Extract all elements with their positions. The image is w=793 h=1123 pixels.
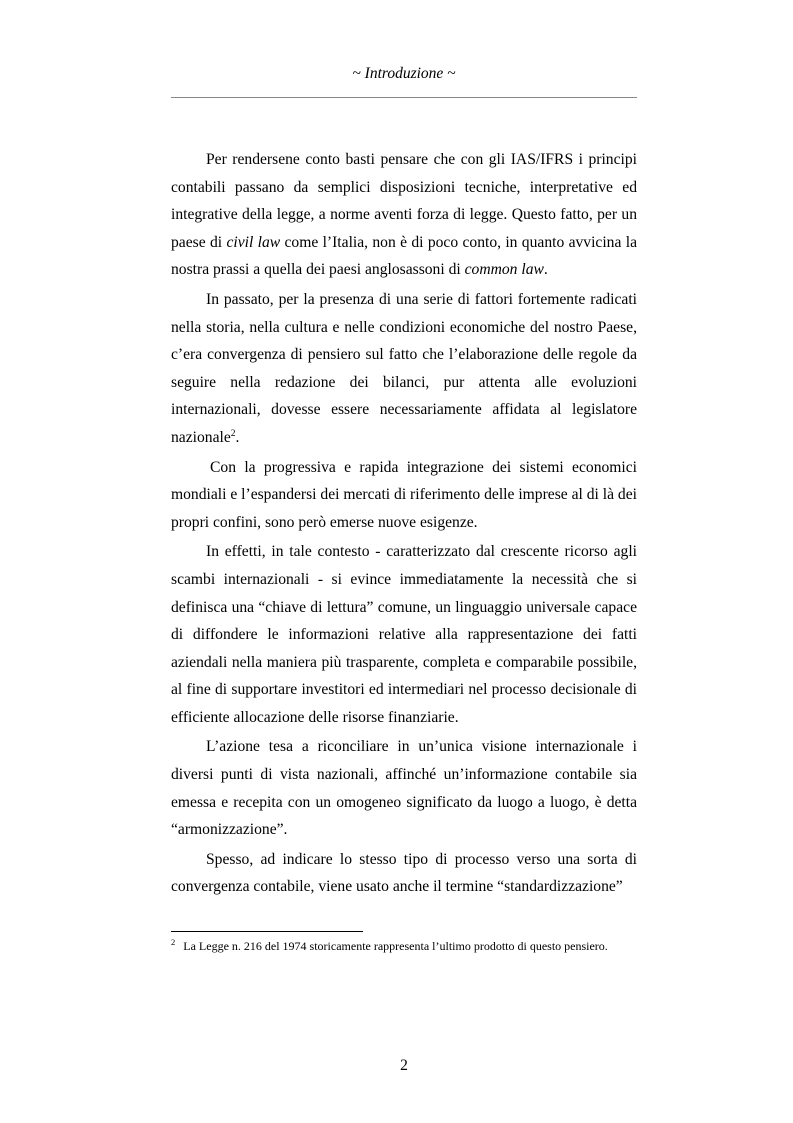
text-run: In effetti, in tale contesto - caratterizzato dal crescente ricorso agli scambi internazionali - si evince immediatamente la necessità che si definisca una “chiave di lettura” comune, un linguaggio universale capace di diffondere le informazioni relative alla rappresentazione dei fatti aziendali nella maniera più trasparente, completa e comparabile possibile, al fine di supportare investitori ed intermediari nel processo decisionale di efficiente allocazione delle risorse finanziarie. bbox=[171, 543, 637, 726]
paragraph bbox=[171, 286, 637, 452]
footnote-divider bbox=[171, 931, 363, 932]
text-run: Con la progressiva e rapida integrazione dei sistemi economici mondiali e l’espandersi dei mercati di riferimento delle imprese al di là dei propri confini, sono però emerse nuove esigenze. bbox=[171, 458, 637, 531]
text-run: Per rendersene conto basti pensare che con gli IAS/IFRS i principi contabili passano da semplici disposizioni tecniche, interpretative ed integrative della legge, a norme aventi forza di legge. Questo fatto, per un paese di bbox=[171, 151, 637, 251]
text-run: . bbox=[543, 261, 548, 279]
text-run: . bbox=[235, 428, 240, 446]
footnote bbox=[171, 938, 637, 954]
text-run: L’azione tesa a riconciliare in un’unica visione internazionale i diversi punti di vista nazionali, affinché un’informazione contabile sia emessa e recepita con un omogeneo significato da luogo a luogo, è detta “armonizzazione”. bbox=[171, 738, 637, 839]
italic-term: civil law bbox=[226, 233, 281, 251]
running-header: ~ Introduzione ~ bbox=[352, 65, 456, 82]
paragraph bbox=[171, 733, 637, 843]
paragraph bbox=[171, 846, 637, 901]
italic-term: common law bbox=[464, 261, 544, 279]
paragraph bbox=[171, 146, 637, 284]
footnote-number: 2 bbox=[171, 937, 176, 947]
paragraph bbox=[171, 538, 637, 731]
body-text bbox=[171, 146, 637, 903]
header-divider bbox=[171, 97, 637, 98]
text-run: In passato, per la presenza di una serie di fattori fortemente radicati nella storia, nella cultura e nelle condizioni economiche del nostro Paese, c’era convergenza di pensiero sul fatto che l’elaborazione delle regole da seguire nella redazione dei bilanci, pur attenta alle evoluzioni internazionali, dovesse essere necessariamente affidata al legislatore nazionale bbox=[171, 290, 637, 446]
text-run: come l’Italia, non è di poco conto, in quanto avvicina la nostra prassi a quella dei paesi anglosassoni di bbox=[171, 233, 637, 279]
paragraph bbox=[171, 454, 637, 537]
footnote-text: La Legge n. 216 del 1974 storicamente rappresenta l’ultimo prodotto di questo pensiero. bbox=[183, 939, 608, 953]
text-run: Spesso, ad indicare lo stesso tipo di processo verso una sorta di convergenza contabile, viene usato anche il termine “standardizzazione” bbox=[171, 850, 637, 896]
footnote-reference: 2 bbox=[230, 428, 236, 439]
page-number: 2 bbox=[400, 1057, 408, 1074]
